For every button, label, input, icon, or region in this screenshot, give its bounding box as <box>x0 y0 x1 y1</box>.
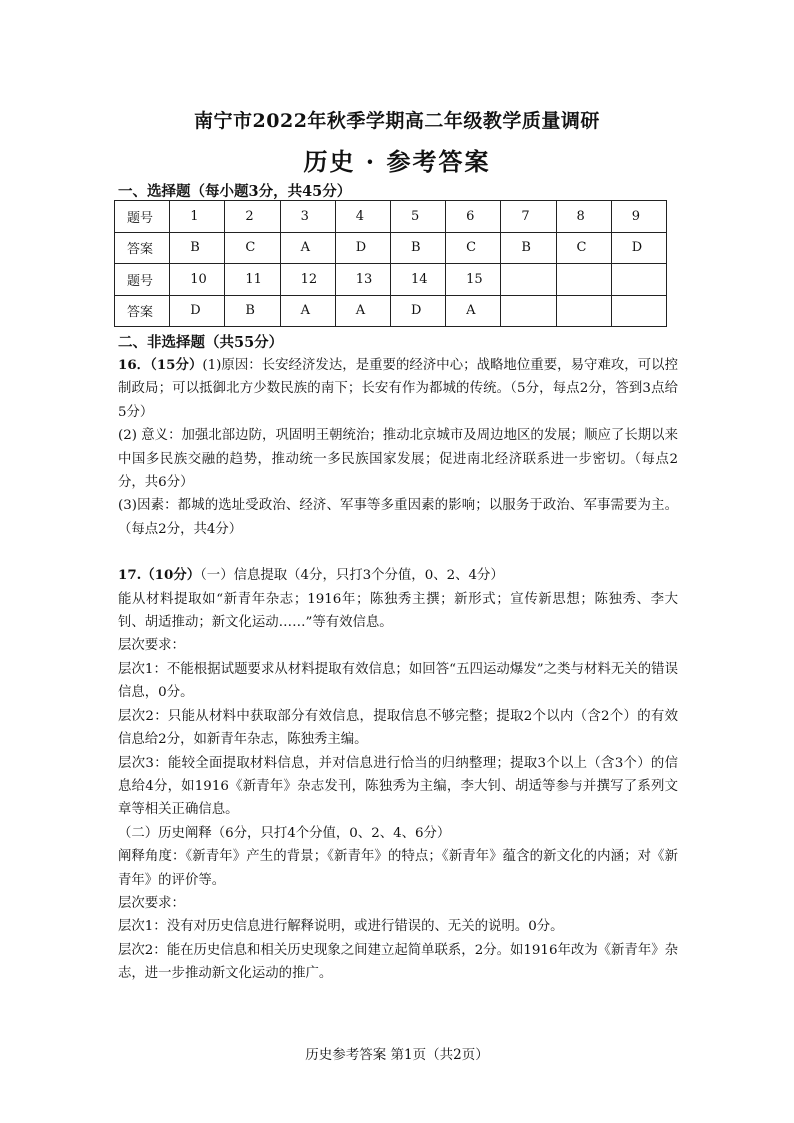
table-cell: B <box>170 232 225 264</box>
table-row-header: 答案 <box>115 295 170 327</box>
table-cell: 1 <box>170 201 225 233</box>
answers-body <box>118 354 678 986</box>
q17-level-2: 层次2：只能从材料中获取部分有效信息，提取信息不够完整；提取2个以内（含2个）的有效信息给2分，如新青年杂志，陈独秀主编。 <box>118 708 678 748</box>
q16-label: 16．（15分） <box>118 357 203 373</box>
table-cell: 3 <box>280 201 335 233</box>
table-cell <box>611 295 666 327</box>
table-cell <box>556 264 611 296</box>
q17-part2-level-2: 层次2：能在历史信息和相关历史现象之间建立起简单联系，2分。如1916年改为《新青年》杂志，进一步推动新文化运动的推广。 <box>118 942 678 982</box>
table-row <box>115 264 667 296</box>
table-cell <box>611 264 666 296</box>
table-cell: 6 <box>446 201 501 233</box>
table-cell: B <box>390 232 445 264</box>
table-cell: D <box>390 295 445 327</box>
q16-part1: 16．（15分）(1)原因：长安经济发达，是重要的经济中心；战略地位重要，易守难攻，可以控制政局；可以抵御北方少数民族的南下；长安有作为都城的传统。（5分，每点2分，答到3点给5分） <box>118 357 678 420</box>
table-cell <box>556 295 611 327</box>
q17-part1-head: 17.（10分）（一）信息提取（4分，只打3个分值，0、2、4分） <box>118 567 504 584</box>
page-footer: 历史参考答案 第1页（共2页） <box>305 1047 489 1063</box>
table-cell: C <box>556 232 611 264</box>
q17-label: 17.（10分） <box>118 567 201 584</box>
q17-req-label-2: 层次要求： <box>118 895 185 911</box>
table-cell: 13 <box>335 264 390 296</box>
document-title: 南宁市2022年秋季学期高二年级教学质量调研 <box>194 110 600 132</box>
q17-info-text: 能从材料提取如“新青年杂志；1916年；陈独秀主撰；新形式；宣传新思想；陈独秀、李大钊、胡适推动；新文化运动……”等有效信息。 <box>118 591 678 631</box>
table-cell: 8 <box>556 201 611 233</box>
table-cell: A <box>280 295 335 327</box>
q17-part2-level-1: 层次1：没有对历史信息进行解释说明，或进行错误的、无关的说明。0分。 <box>118 919 564 935</box>
q17-level-3: 层次3：能较全面提取材料信息，并对信息进行恰当的归纳整理；提取3个以上（含3个）的信息给4分，如1916《新青年》杂志发刊，陈独秀为主编，李大钊、胡适等参与并撰写了系列文章等相关正确信息。 <box>118 755 678 818</box>
table-cell: B <box>225 295 280 327</box>
table-cell: D <box>335 232 390 264</box>
section-1-heading: 一、选择题（每小题3分，共45分） <box>118 183 352 200</box>
table-cell: D <box>170 295 225 327</box>
table-cell: 5 <box>390 201 445 233</box>
table-cell: 4 <box>335 201 390 233</box>
table-cell: 2 <box>225 201 280 233</box>
table-cell: C <box>446 232 501 264</box>
q16-part2: (2) 意义：加强北部边防，巩固明王朝统治；推动北京城市及周边地区的发展；顺应了长期以来中国多民族交融的趋势，推动统一多民族国家发展；促进南北经济联系进一步密切。（每点2分，共6分） <box>118 428 678 491</box>
answer-table <box>114 200 667 327</box>
table-row <box>115 232 667 264</box>
table-cell: A <box>280 232 335 264</box>
table-cell: D <box>611 232 666 264</box>
table-cell: 15 <box>446 264 501 296</box>
table-cell: 14 <box>390 264 445 296</box>
table-cell: 11 <box>225 264 280 296</box>
table-cell: 12 <box>280 264 335 296</box>
q17-req-label-1: 层次要求： <box>118 638 185 654</box>
table-row-header: 题号 <box>115 201 170 233</box>
table-row-header: 题号 <box>115 264 170 296</box>
table-cell: 9 <box>611 201 666 233</box>
table-cell: C <box>225 232 280 264</box>
q17-level-1: 层次1：不能根据试题要求从材料提取有效信息；如回答“五四运动爆发”之类与材料无关的错误信息，0分。 <box>118 661 678 701</box>
table-cell: A <box>335 295 390 327</box>
table-row <box>115 295 667 327</box>
table-cell: A <box>446 295 501 327</box>
q16-part3: (3)因素：都城的选址受政治、经济、军事等多重因素的影响；以服务于政治、军事需要为主。（每点2分，共4分） <box>118 498 678 537</box>
document-subtitle: 历史 · 参考答案 <box>303 147 491 176</box>
table-row-header: 答案 <box>115 232 170 264</box>
table-row <box>115 201 667 233</box>
table-cell: 10 <box>170 264 225 296</box>
table-cell <box>501 264 556 296</box>
table-cell: B <box>501 232 556 264</box>
q17-part2-head: （二）历史阐释（6分，只打4个分值，0、2、4、6分） <box>118 825 451 841</box>
table-cell: 7 <box>501 201 556 233</box>
q17-angle-text: 阐释角度：《新青年》产生的背景；《新青年》的特点；《新青年》蕴含的新文化的内涵；对《新青年》的评价等。 <box>118 849 678 888</box>
section-2-heading: 二、非选择题（共55分） <box>118 334 284 351</box>
table-cell <box>501 295 556 327</box>
